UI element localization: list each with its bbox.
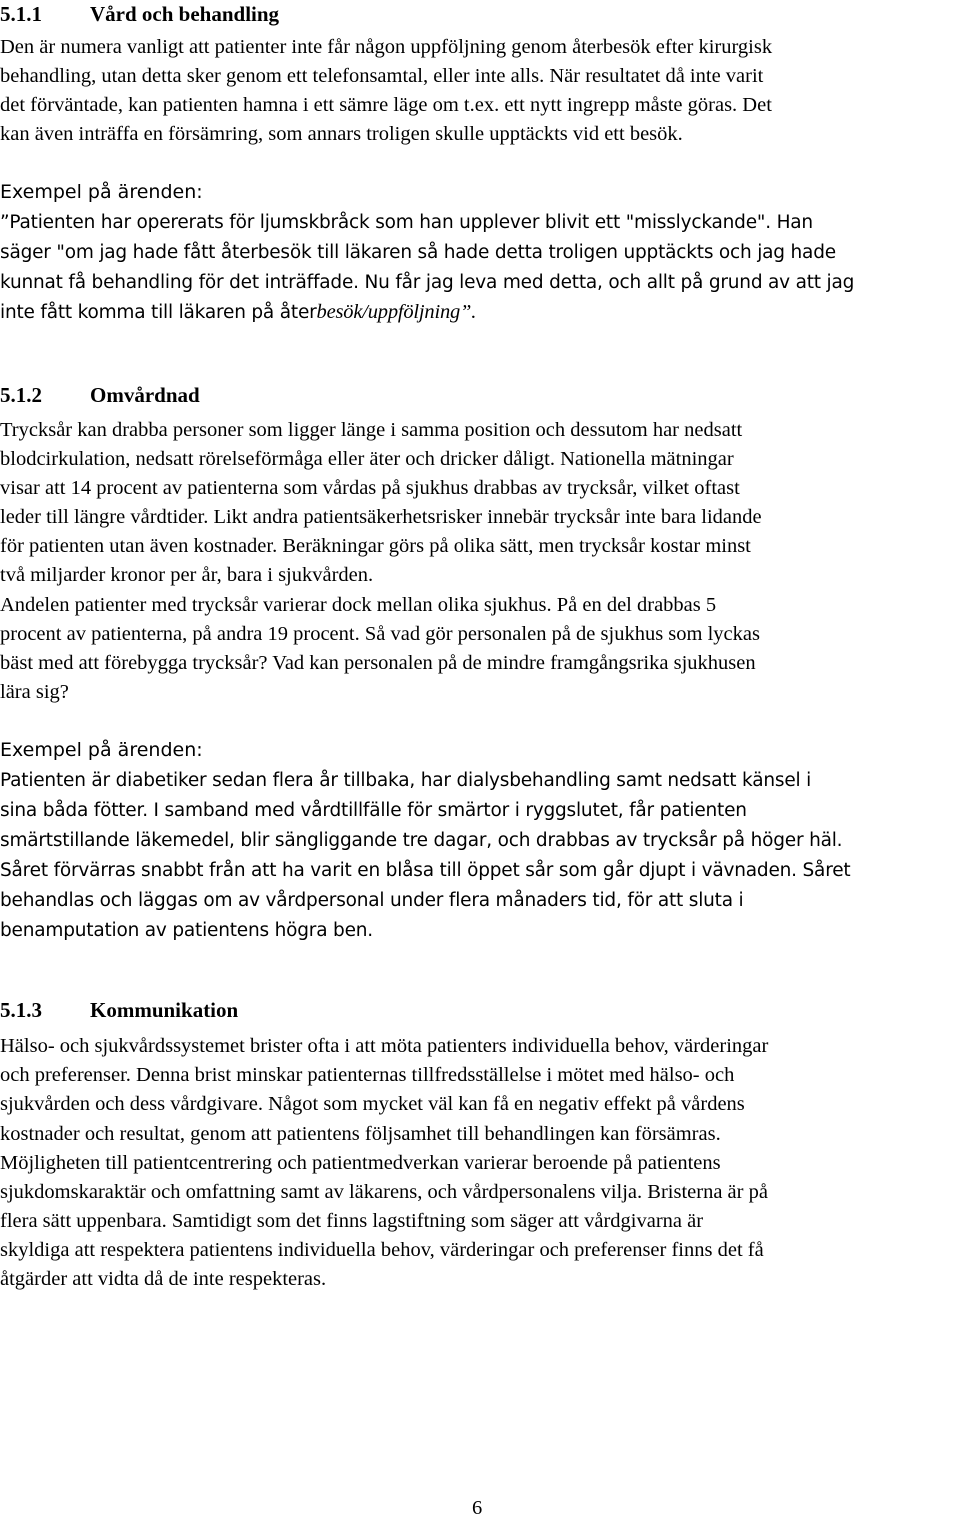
- paragraph-line: sjukdomskaraktär och omfattning samt av läkarens, och vårdpersonalens vilja. Bristerna är på: [0, 1181, 768, 1203]
- page-number: 6: [472, 1497, 483, 1519]
- paragraph-line: kan även inträffa en försämring, som annars troligen skulle upptäckts vid ett besök.: [0, 123, 683, 145]
- section-number: 5.1.1: [0, 2, 42, 26]
- example-line: smärtstillande läkemedel, blir sängliggande tre dagar, och drabbas av trycksår på höger häl.: [0, 830, 843, 851]
- paragraph-line: och preferenser. Denna brist minskar patienternas tillfredsställelse i mötet med hälso- och: [0, 1064, 735, 1086]
- paragraph-line: för patienten utan även kostnader. Beräkningar görs på olika sätt, men trycksår kostar minst: [0, 535, 751, 557]
- paragraph-line: behandling, utan detta sker genom ett telefonsamtal, eller inte alls. När resultatet då inte varit: [0, 65, 764, 87]
- paragraph-line: två miljarder kronor per år, bara i sjukvården.: [0, 564, 374, 586]
- paragraph-line: Den är numera vanligt att patienter inte får någon uppföljning genom återbesök efter kirurgisk: [0, 36, 773, 58]
- paragraph-line: skyldiga att respektera patientens individuella behov, värderingar och preferenser finns det få: [0, 1239, 764, 1261]
- paragraph-line: åtgärder att vidta då de inte respekteras.: [0, 1268, 327, 1290]
- paragraph-line: Trycksår kan drabba personer som ligger länge i samma position och dessutom har nedsatt: [0, 419, 743, 441]
- example-line: kunnat få behandling för det inträffade. Nu får jag leva med detta, och allt på grund av att jag: [0, 272, 855, 293]
- example-text-italic: besök/uppföljning”.: [316, 301, 477, 323]
- example-line: [0, 298, 476, 327]
- paragraph-line: procent av patienterna, på andra 19 procent. Så vad gör personalen på de sjukhus som lyckas: [0, 623, 760, 645]
- example-label: Exempel på ärenden:: [0, 181, 203, 203]
- paragraph-line: Andelen patienter med trycksår varierar dock mellan olika sjukhus. På en del drabbas 5: [0, 594, 717, 616]
- section-title: Omvårdnad: [90, 383, 200, 407]
- section-number: 5.1.3: [0, 998, 42, 1022]
- section-title: Vård och behandling: [90, 2, 280, 26]
- example-line: sina båda fötter. I samband med vårdtillfälle för smärtor i ryggslutet, får patienten: [0, 800, 747, 821]
- example-line: ”Patienten har opererats för ljumskbråck som han upplever blivit ett "misslyckande". Han: [0, 212, 813, 233]
- paragraph-line: det förväntade, kan patienten hamna i ett sämre läge om t.ex. ett nytt ingrepp måste göras. Det: [0, 94, 772, 116]
- section-heading: [0, 381, 200, 410]
- paragraph-line: flera sätt uppenbara. Samtidigt som det finns lagstiftning som säger att vårdgivarna är: [0, 1210, 704, 1232]
- section-title: Kommunikation: [90, 998, 239, 1022]
- example-line: benamputation av patientens högra ben.: [0, 920, 373, 941]
- section-heading: [0, 996, 238, 1025]
- paragraph-line: bäst med att förebygga trycksår? Vad kan personalen på de mindre framgångsrika sjukhusen: [0, 652, 756, 674]
- section-number: 5.1.2: [0, 383, 42, 407]
- example-line: Patienten är diabetiker sedan flera år tillbaka, har dialysbehandling samt nedsatt känsel i: [0, 770, 812, 791]
- example-line: säger "om jag hade fått återbesök till läkaren så hade detta troligen upptäckts och jag hade: [0, 242, 836, 263]
- example-line: behandlas och läggas om av vårdpersonal under flera månaders tid, för att sluta i: [0, 890, 744, 911]
- paragraph-line: kostnader och resultat, genom att patientens följsamhet till behandlingen kan försämras.: [0, 1123, 721, 1145]
- example-line: Såret förvärras snabbt från att ha varit en blåsa till öppet sår som går djupt i vävnaden. Såret: [0, 860, 851, 881]
- paragraph-line: lära sig?: [0, 681, 69, 703]
- example-label: Exempel på ärenden:: [0, 739, 203, 761]
- paragraph-line: visar att 14 procent av patienterna som vårdas på sjukhus drabbas av trycksår, vilket oftast: [0, 477, 740, 499]
- paragraph-line: leder till längre vårdtider. Likt andra patientsäkerhetsrisker innebär trycksår inte bara lidande: [0, 506, 762, 528]
- paragraph-line: sjukvården och dess vårdgivare. Något som mycket väl kan få en negativ effekt på vårdens: [0, 1093, 745, 1115]
- paragraph-line: blodcirkulation, nedsatt rörelseförmåga eller äter och dricker dåligt. Nationella mätningar: [0, 448, 734, 470]
- paragraph-line: Möjligheten till patientcentrering och patientmedverkan varierar beroende på patientens: [0, 1152, 721, 1174]
- section-heading: [0, 0, 279, 29]
- paragraph-line: Hälso- och sjukvårdssystemet brister ofta i att möta patienters individuella behov, värderingar: [0, 1035, 769, 1057]
- example-text: inte fått komma till läkaren på åter: [0, 302, 317, 323]
